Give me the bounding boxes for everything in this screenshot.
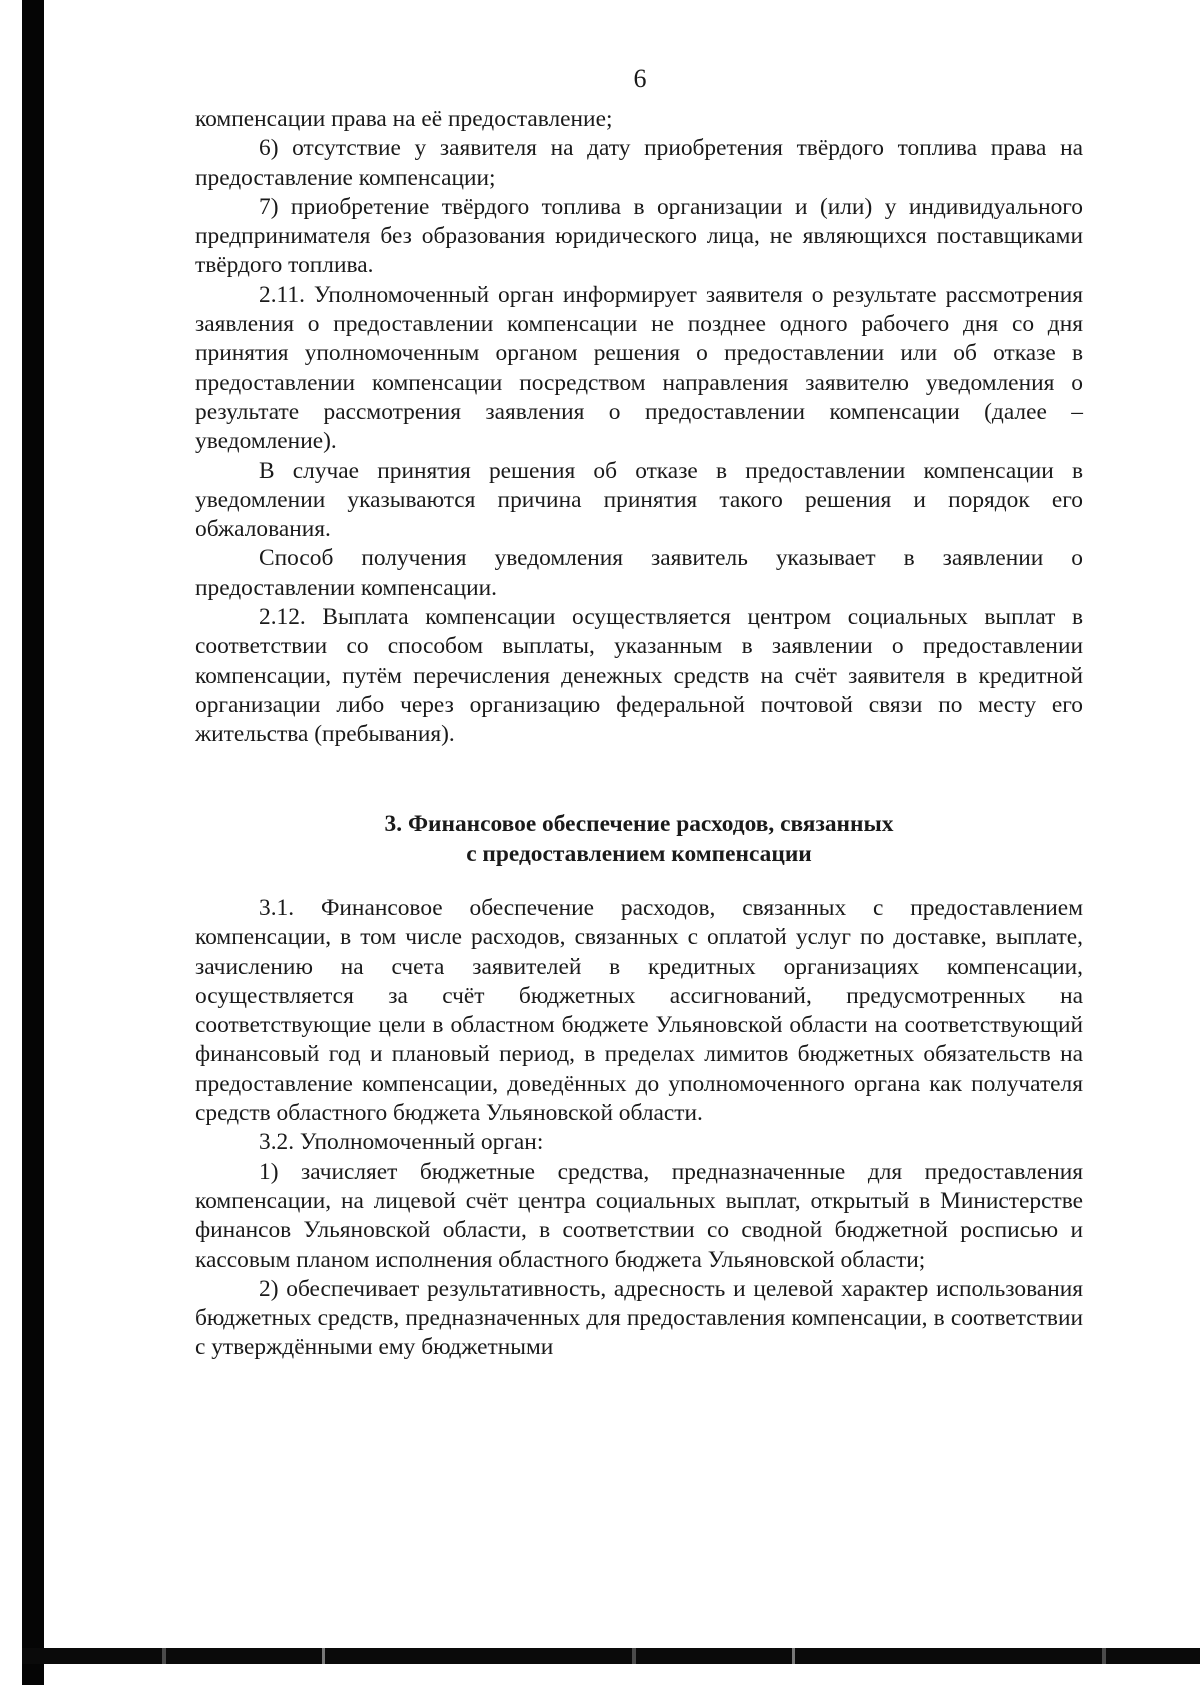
clause-2-12: 2.12. Выплата компенсации осуществляется центром социальных выплат в соответствии со способом выплаты, указанным в заявлении о предоставлении компенсации, путём перечисления денежных средств на счёт заявителя в кредитной организации либо через организацию федеральной почтовой связи по месту его жительства (пребывания). xyxy=(195,604,1083,748)
clause-3-2-item-1: 1) зачисляет бюджетные средства, предназначенные для предоставления компенсации, на лицевой счёт центра социальных выплат, открытый в Министерстве финансов Ульяновской области, в соответствии со сводной бюджетной росписью и кассовым планом исполнения областного бюджета Ульяновской области; xyxy=(195,1158,1083,1273)
heading-line-2: с предоставлением компенсации xyxy=(466,840,812,867)
clause-3-2-item-2: 2) обеспечивает результативность, адресность и целевой характер использования бюджетных средств, предназначенных для предоставления компенсации, в соответствии с утверждёнными ему бюджетными xyxy=(195,1275,1083,1361)
scan-border-left xyxy=(22,0,44,1685)
paragraph-notification-method: Способ получения уведомления заявитель указывает в заявлении о предоставлении компенсации. xyxy=(195,545,1083,601)
section-heading-3 xyxy=(195,810,1083,869)
paragraph-continuation: компенсации права на её предоставление; xyxy=(195,106,613,132)
clause-2-11: 2.11. Уполномоченный орган информирует заявителя о результате рассмотрения заявления о предоставлении компенсации не позднее одного рабочего дня со дня принятия уполномоченным органом решения о предоставлении или об отказе в предоставлении компенсации посредством направления заявителю уведомления о результате рассмотрения заявления о предоставлении компенсации (далее – уведомление). xyxy=(195,281,1083,455)
body-section-3 xyxy=(195,894,1083,1363)
paragraph-refusal: В случае принятия решения об отказе в предоставлении компенсации в уведомлении указываются причина принятия такого решения и порядок его обжалования. xyxy=(195,457,1083,543)
list-item-6: 6) отсутствие у заявителя на дату приобретения твёрдого топлива права на предоставление компенсации; xyxy=(195,135,1083,191)
clause-3-1: 3.1. Финансовое обеспечение расходов, связанных с предоставлением компенсации, в том числе расходов, связанных с оплатой услуг по доставке, выплате, зачислению на счета заявителей в кредитных организациях компенсации, осуществляется за счёт бюджетных ассигнований, предусмотренных на соответствующие цели в областном бюджете Ульяновской области на соответствующий финансовый год и плановый период, в пределах лимитов бюджетных обязательств на предоставление компенсации, доведённых до уполномоченного органа как получателя средств областного бюджета Ульяновской области. xyxy=(195,895,1083,1127)
scan-border-bottom xyxy=(22,1648,1200,1664)
body-section-2 xyxy=(195,105,1083,750)
list-item-7: 7) приобретение твёрдого топлива в организации и (или) у индивидуального предпринимателя без образования юридического лица, не являющихся поставщиками твёрдого топлива. xyxy=(195,193,1083,279)
clause-3-2: 3.2. Уполномоченный орган: xyxy=(259,1129,544,1156)
page-number: 6 xyxy=(633,64,647,93)
heading-line-1: 3. Финансовое обеспечение расходов, связанных xyxy=(384,811,894,837)
